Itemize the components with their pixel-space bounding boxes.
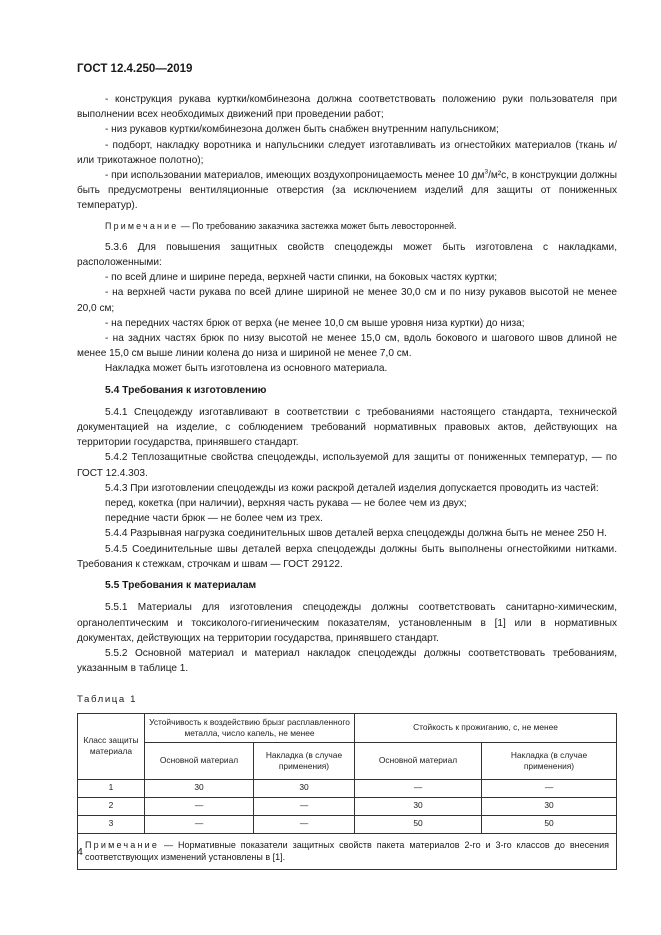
table-cell: 30 xyxy=(145,779,254,797)
list-item: - на задних частях брюк по низу высотой не менее 15,0 см, вдоль бокового и шагового швов длиной не менее 15,0 см выше линии колена до низа и шириной не менее 7,0 см. xyxy=(77,333,617,360)
table-note-text: — Нормативные показатели защитных свойств пакета материалов 2-го и 3-го классов до внесения соответствующих изменений установлены в [1]. xyxy=(85,839,609,862)
document-header: ГОСТ 12.4.250—2019 xyxy=(77,63,193,75)
page-number: 4 xyxy=(77,846,83,858)
column-header-overlay: Накладка (в случае применения) xyxy=(482,742,617,779)
list-item: - подборт, накладку воротника и напульсники следует изготавливать из огнестойких материалов (ткань и/или трикотажное полотно); xyxy=(77,139,617,166)
table-cell: 2 xyxy=(78,797,145,815)
table-cell: 30 xyxy=(254,779,355,797)
requirements-table xyxy=(77,713,617,870)
list-item xyxy=(77,168,617,214)
column-group-splash: Устойчивость к воздействию брызг расплавленного металла, число капель, не менее xyxy=(145,713,355,742)
column-header-main: Основной материал xyxy=(145,742,254,779)
paragraph-542: 5.4.2 Теплозащитные свойства спецодежды, используемой для защиты от пониженных температур, — по ГОСТ 12.4.303. xyxy=(77,452,617,479)
table-cell: 3 xyxy=(78,815,145,833)
note-paragraph xyxy=(77,219,617,234)
table-cell: 1 xyxy=(78,779,145,797)
table-cell: — xyxy=(482,779,617,797)
table-row xyxy=(78,815,617,833)
column-header-class: Класс защиты материала xyxy=(78,713,145,779)
air-text-before: - при использовании материалов, имеющих воздухопроницаемость менее 10 дм xyxy=(105,170,485,182)
table-note-label: Примечание xyxy=(85,839,160,850)
table-caption: Таблица 1 xyxy=(77,694,138,706)
table-cell: 30 xyxy=(482,797,617,815)
table-row xyxy=(78,797,617,815)
paragraph-536: 5.3.6 Для повышения защитных свойств спецодежды может быть изготовлена с накладками, расположенными: xyxy=(77,241,617,269)
table-row xyxy=(78,779,617,797)
column-header-main: Основной материал xyxy=(355,742,482,779)
air-sup: 3 xyxy=(484,168,489,176)
paragraph: Накладка может быть изготовлена из основного материала. xyxy=(105,363,388,375)
paragraph-541: 5.4.1 Спецодежду изготавливают в соответствии с требованиями настоящего стандарта, технической документацией на изделие, с соблюдением требований нормативных правовых актов, действующих на территории государства, принявшего стандарт. xyxy=(77,406,617,449)
list-item: перед, кокетка (при наличии), верхняя часть рукава — не более чем из двух; xyxy=(105,498,467,510)
table-cell: — xyxy=(145,815,254,833)
column-group-burn: Стойкость к прожиганию, с, не менее xyxy=(355,713,617,742)
table-cell: 30 xyxy=(355,797,482,815)
note-label: Примечание xyxy=(105,220,179,231)
table-cell: 50 xyxy=(355,815,482,833)
section-heading-5-4: 5.4 Требования к изготовлению xyxy=(105,384,267,396)
table-cell: — xyxy=(355,779,482,797)
column-header-overlay: Накладка (в случае применения) xyxy=(254,742,355,779)
table-cell: — xyxy=(254,815,355,833)
list-item: передние части брюк — не более чем из трех. xyxy=(105,513,323,525)
list-item: - на передних частях брюк от верха (не менее 10,0 см выше уровня низа куртки) до низа; xyxy=(105,317,525,329)
note-text: — По требованию заказчика застежка может быть левосторонней. xyxy=(178,220,457,231)
paragraph-544: 5.4.4 Разрывная нагрузка соединительных швов деталей верха спецодежды должна быть не менее 250 Н. xyxy=(105,528,607,540)
table-note xyxy=(78,833,617,869)
paragraph-552: 5.5.2 Основной материал и материал накладок спецодежды должны соответствовать требованиям, указанным в таблице 1. xyxy=(77,647,617,675)
table-cell: 50 xyxy=(482,815,617,833)
table-cell: — xyxy=(254,797,355,815)
list-item: - низ рукавов куртки/комбинезона должен быть снабжен внутренним напульсником; xyxy=(105,124,499,136)
paragraph-545: 5.4.5 Соединительные швы деталей верха спецодежды должны быть выполнены огнестойкими нитками. Требования к стежкам, строчкам и швам — ГОСТ 29122. xyxy=(77,543,617,570)
table-cell: — xyxy=(145,797,254,815)
paragraph-543: 5.4.3 При изготовлении спецодежды из кожи раскрой деталей изделия допускается проводить из частей: xyxy=(105,482,599,494)
air-text-after: /м²с, в конструкции должны быть предусмотрены вентиляционные отверстия (за исключением изделий для защиты от пониженных температур). xyxy=(77,170,617,212)
document-body xyxy=(77,92,617,870)
section-heading-5-5: 5.5 Требования к материалам xyxy=(105,580,257,592)
list-item: - конструкция рукава куртки/комбинезона должна соответствовать положению руки пользователя при выполнении всех необходимых движений при проведении работ; xyxy=(77,94,617,121)
list-item: - по всей длине и ширине переда, верхней части спинки, на боковых частях куртки; xyxy=(105,272,498,284)
list-item: - на верхней части рукава по всей длине шириной не менее 30,0 см и по низу рукавов высотой не менее 20,0 см; xyxy=(77,287,617,314)
paragraph-551: 5.5.1 Материалы для изготовления спецодежды должны соответствовать санитарно-химическим, органолептическим и токсиколого-гигиеническим показателям, установленным в [1] или в нормативных документах, действующих на территории государства, принявшего стандарт. xyxy=(77,602,617,644)
